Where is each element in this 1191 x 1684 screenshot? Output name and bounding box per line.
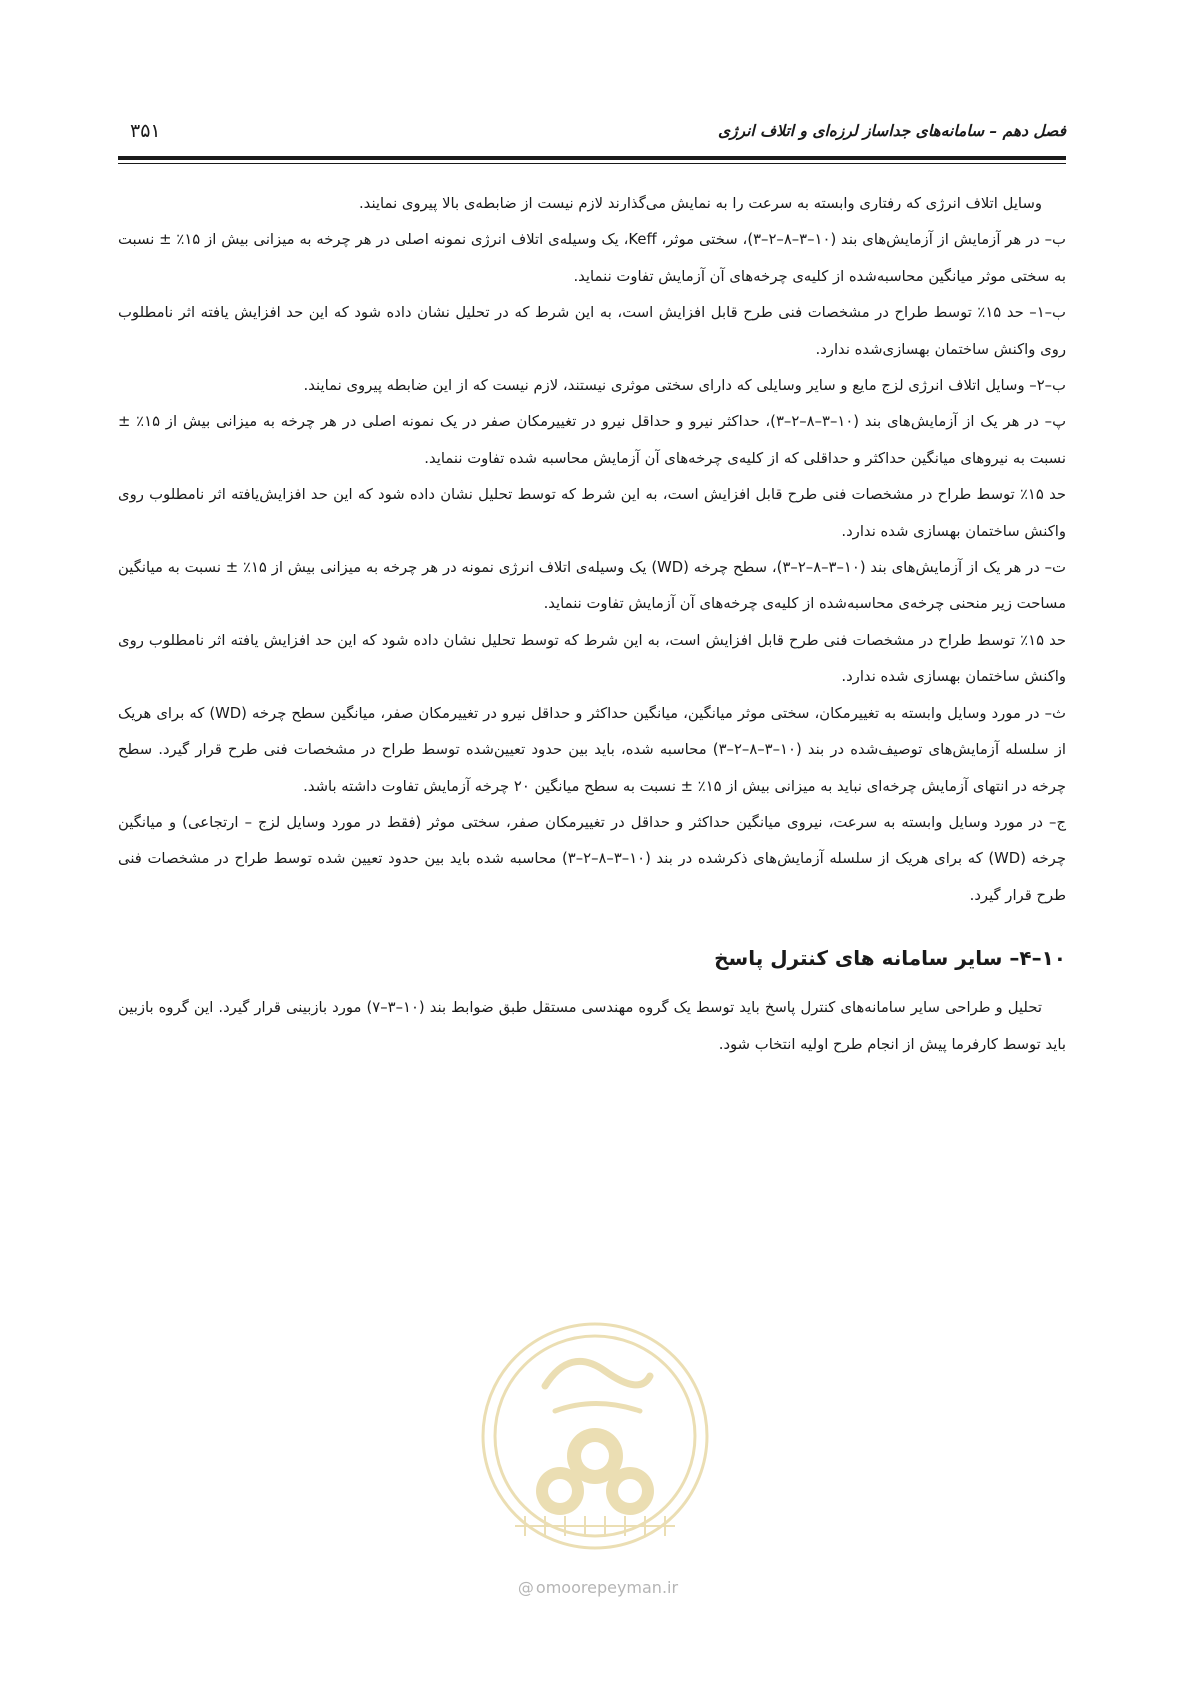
- paragraph-b: ب– در هر آزمایش از آزمایش‌های بند (۱۰–۳–۸–۲–۳)، سختی موثر، Keff، یک وسیله‌ی اتلاف انرژی نمونه اصلی در هر چرخه به میزانی بیش از ۱۵٪ ± نسبت به سختی موثر میانگین محاسبه‌شده از کلیه‌ی چرخه‌های آن آزمایش تفاوت ننماید.: [118, 231, 1066, 285]
- header-rule-thick: [118, 156, 1066, 160]
- header-rule-thin: [118, 163, 1066, 164]
- at-icon: @: [517, 1578, 534, 1597]
- paragraph-b1: ب–۱– حد ۱۵٪ توسط طراح در مشخصات فنی طرح قابل افزایش است، به این شرط که در تحلیل نشان داده شود که این حد افزایش یافته اثر نامطلوب روی واکنش ساختمان بهسازی‌شده ندارد.: [118, 304, 1066, 358]
- watermark-logo: [475, 1316, 715, 1556]
- paragraph-j: ج– در مورد وسایل وابسته به سرعت، نیروی میانگین حداکثر و حداقل در تغییرمکان صفر، سختی موثر (فقط در مورد وسایل لزج – ارتجاعی) و میانگین چرخه (WD) که برای هریک از سلسله آزمایش‌های ذکرشده در بند (۱۰–۳–۸–۲–۳) محاسبه شده باید بین حدود تعیین شده توسط طراح در مشخصات فنی طرح قرار گیرد.: [118, 813, 1066, 904]
- body-content: [118, 186, 1066, 1063]
- chapter-title: فصل دهم – سامانه‌های جداساز لرزه‌ای و اتلاف انرژی: [717, 122, 1066, 140]
- paragraph-t-note: حد ۱۵٪ توسط طراح در مشخصات فنی طرح قابل افزایش است، به این شرط که توسط تحلیل نشان داده شود که این حد افزایش یافته اثر نامطلوب روی واکنش ساختمان بهسازی شده ندارد.: [118, 631, 1066, 686]
- paragraph-t: ت– در هر یک از آزمایش‌های بند (۱۰–۳–۸–۲–۳)، سطح چرخه (WD) یک وسیله‌ی اتلاف انرژی نمونه در هر چرخه به میزانی بیش از ۱۵٪ ± نسبت به میانگین مساحت زیر منحنی چرخه‌ی محاسبه‌شده از کلیه‌ی چرخه‌های آن آزمایش تفاوت ننماید.: [118, 559, 1066, 613]
- paragraph-p-note: حد ۱۵٪ توسط طراح در مشخصات فنی طرح قابل افزایش است، به این شرط که توسط تحلیل نشان داده شود که این حد افزایش‌یافته اثر نامطلوب روی واکنش ساختمان بهسازی شده ندارد.: [118, 486, 1066, 540]
- paragraph-intro: وسایل اتلاف انرژی که رفتاری وابسته به سرعت را به نمایش می‌گذارند لازم نیست از ضابطه‌ی بالا پیروی نمایند.: [358, 195, 1042, 212]
- paragraph-th: ث– در مورد وسایل وابسته به تغییرمکان، سختی موثر میانگین، میانگین حداکثر و حداقل نیرو در تغییرمکان صفر، میانگین سطح چرخه (WD) که برای هریک از سلسله آزمایش‌های توصیف‌شده در بند (۱۰–۳–۸–۲–۳) محاسبه شده، باید بین حدود تعیین‌شده توسط طراح در مشخصات فنی طرح قرار گیرد. سطح چرخه در انتهای آزمایش چرخه‌ای نباید به میزانی بیش از ۱۵٪ ± نسبت به سطح میانگین ۲۰ چرخه آزمایش تفاوت داشته باشد.: [118, 704, 1066, 795]
- section-heading: ۱۰–۴– سایر سامانه های کنترل پاسخ: [714, 946, 1066, 971]
- page-number: ۳۵۱: [130, 120, 161, 142]
- page-header: [118, 122, 1066, 152]
- paragraph-b2: ب–۲– وسایل اتلاف انرژی لزج مایع و سایر وسایلی که دارای سختی موثری نیستند، لازم نیست که از این ضابطه پیروی نمایند.: [303, 377, 1066, 395]
- section-body: تحلیل و طراحی سایر سامانه‌های کنترل پاسخ باید توسط یک گروه مهندسی مستقل طبق ضوابط بند (۱۰–۳–۷) مورد بازبینی قرار گیرد. این گروه بازبین باید توسط کارفرما پیش از انجام طرح اولیه انتخاب شود.: [118, 999, 1066, 1053]
- watermark-url: @ omoorepeyman.ir: [517, 1578, 679, 1597]
- paragraph-p: پ– در هر یک از آزمایش‌های بند (۱۰–۳–۸–۲–۳)، حداکثر نیرو و حداقل نیرو در تغییرمکان صفر در یک نمونه اصلی در هر چرخه به میزانی بیش از ۱۵٪ ± نسبت به نیروهای میانگین حداکثر و حداقلی که از کلیه‌ی چرخه‌های آن آزمایش محاسبه شده تفاوت ننماید.: [118, 413, 1066, 467]
